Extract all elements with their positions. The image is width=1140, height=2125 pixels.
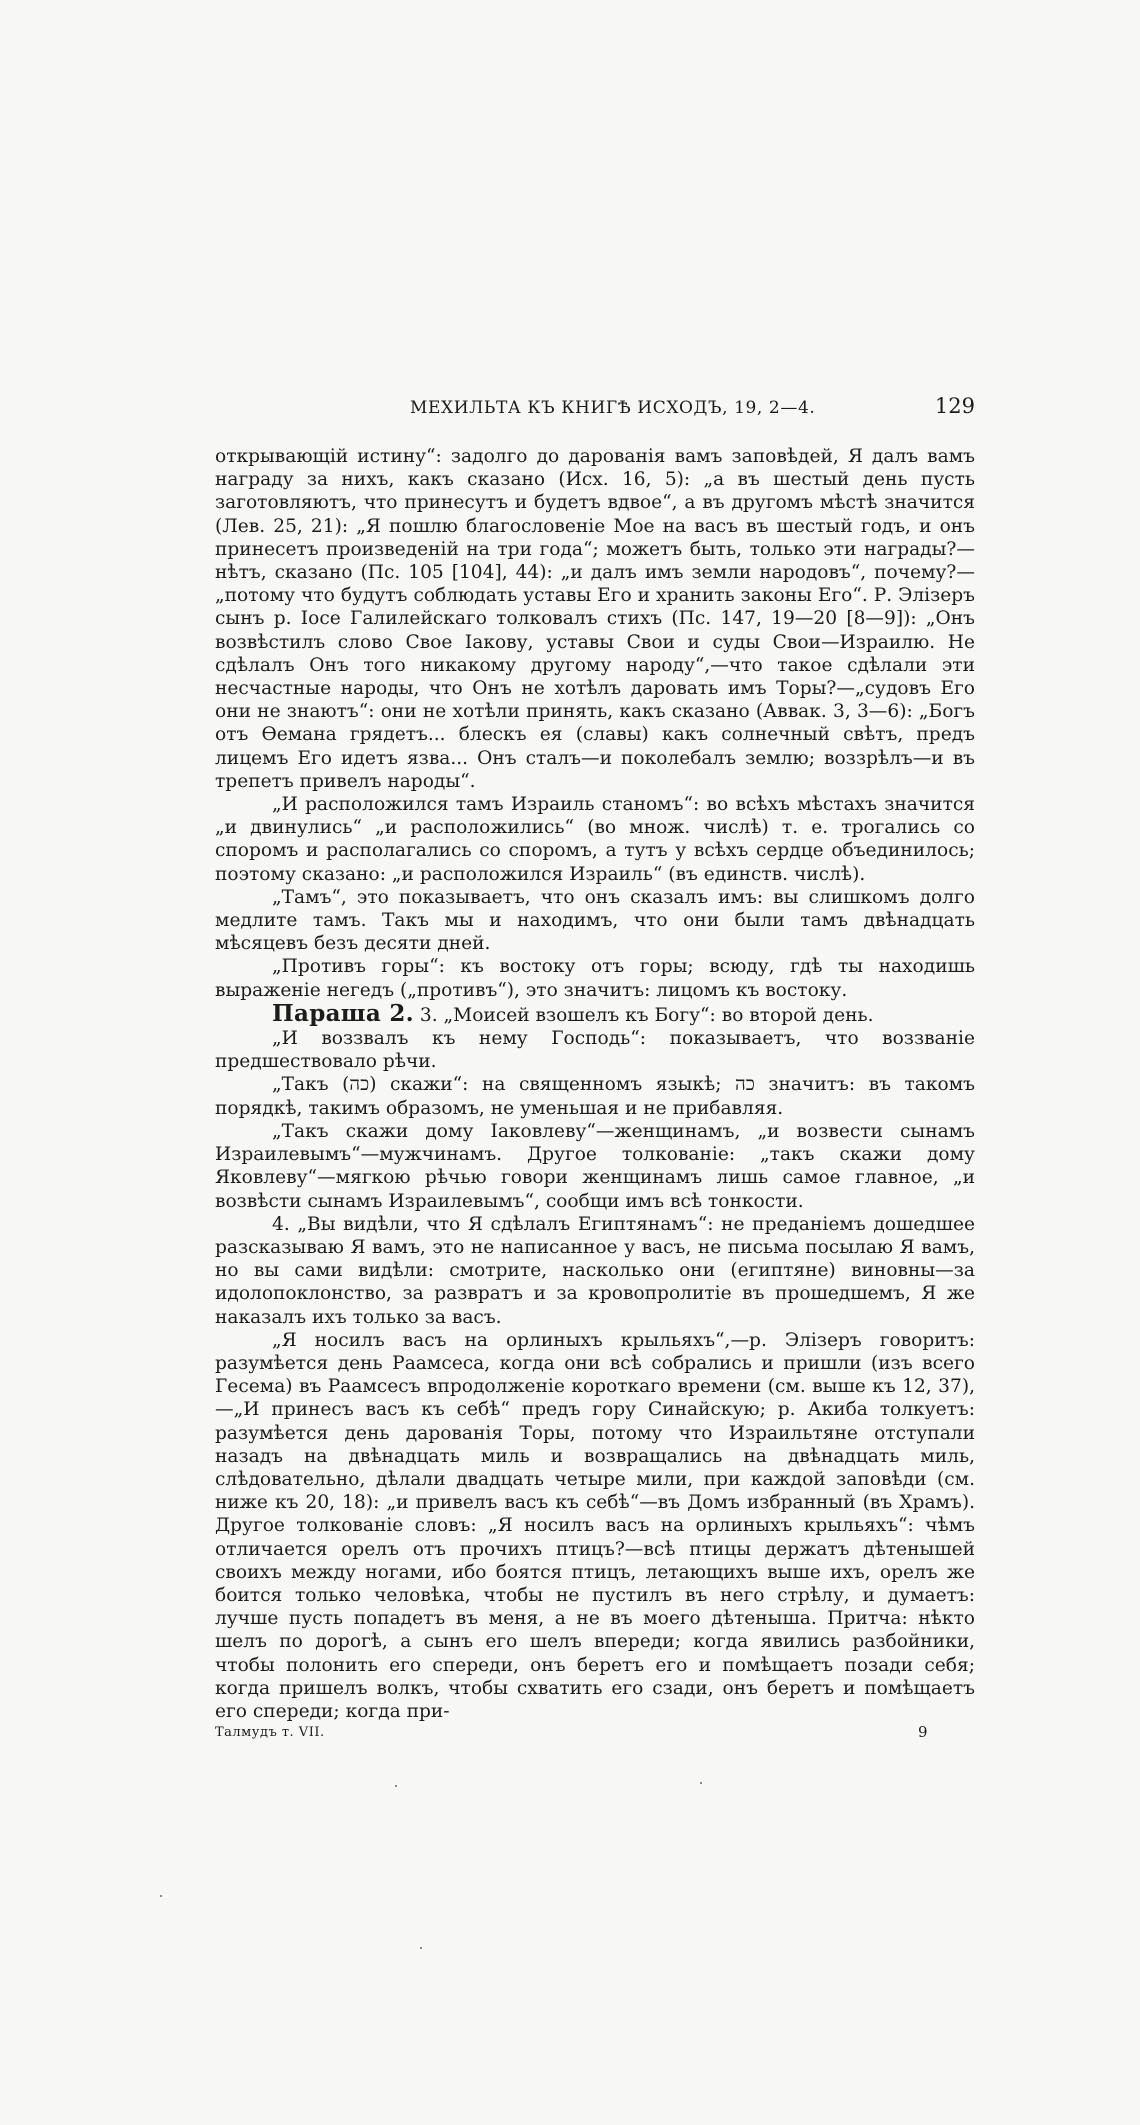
sheet-number: 9 [918,1723,928,1741]
paragraph-1: открывающій истину“: задолго до дарованія вамъ заповѣдей, Я далъ вамъ награду за нихъ, какъ сказано (Исх. 16, 5): „а въ шестый день пусть заготовляютъ, что принесутъ и будетъ вдвое“, а въ другомъ мѣстѣ значится (Лев. 25, 21): „Я пошлю благословеніе Мое на васъ въ шестый годъ, и онъ принесетъ произведеній на три года“; можетъ быть, только эти награды?—нѣтъ, сказано (Пс. 105 [104], 44): „и далъ имъ земли народовъ“, почему?—„потому что будутъ соблюдать уставы Его и хранить законы Его“. Р. Элізеръ сынъ р. Іосе Галилейскаго толковалъ стихъ (Пс. 147, 19—20 [8—9]): „Онъ возвѣстилъ слово Свое Іакову, уставы Свои и суды Свои—Израилю. Не сдѣлалъ Онъ того никакому другому народу“,—что такое сдѣлали эти несчастные народы, что Онъ не хотѣлъ даровать имъ Торы?—„судовъ Его они не знаютъ“: они не хотѣли принять, какъ сказано (Аввак. 3, 3—6): „Богъ отъ Ѳемана грядетъ... блескъ ея (славы) какъ солнечный свѣтъ, предъ лицемъ Его идетъ язва... Онъ сталъ—и поколебалъ землю; воззрѣлъ—и въ трепетъ привелъ народы“. [215,446,975,792]
scan-speck [420,1947,422,1949]
paragraph-5 [215,999,975,1027]
paragraph-5-text: 3. „Моисей взошелъ къ Богу“: во второй день. [419,1004,874,1026]
paragraph-10: „Я носилъ васъ на орлиныхъ крыльяхъ“,—р. Элізеръ говоритъ: разумѣется день Раамсеса, когда они всѣ собрались и пришли (изъ всего Гесема) въ Раамсесъ впродолженіе короткаго времени (см. выше къ 12, 37),—„И принесъ васъ къ себѣ“ предъ гору Синайскую; р. Акиба толкуетъ: разумѣется день дарованія Торы, потому что Израильтяне отступали назадъ на двѣнадцать миль и возвращались на двѣнадцать миль, слѣдовательно, дѣлали двадцать четыре мили, при каждой заповѣди (см. ниже къ 20, 18): „и привелъ васъ къ себѣ“—въ Домъ избранный (въ Храмъ). Другое толкованіе словъ: „Я носилъ васъ на орлиныхъ крыльяхъ“: чѣмъ отличается орелъ отъ прочихъ птицъ?—всѣ птицы держатъ дѣтенышей своихъ между ногами, ибо боятся птицъ, летающихъ выше ихъ, орелъ же боится только человѣка, чтобы не пустилъ въ него стрѣлу, и думаетъ: лучше пусть попадетъ въ меня, а не въ моего дѣтеныша. Притча: нѣкто шелъ по дорогѣ, а сынъ его шелъ впереди; когда явились разбойники, чтобы полонить его спереди, онъ беретъ его и помѣщаетъ позади себя; когда пришелъ волкъ, чтобы схватить его сзади, онъ беретъ и помѣщаетъ его спереди; когда при- [215,1329,975,1722]
body-text [215,445,975,1723]
signature-mark: Талмудъ т. VII. [215,1725,325,1740]
paragraph-9: 4. „Вы видѣли, что Я сдѣлалъ Египтянамъ“: не преданіемъ дошедшее разсказываю Я вамъ, это не написанное у васъ, не письма посылаю Я вамъ, но вы сами видѣли: смотрите, насколько они (египтяне) виновны—за идолопоклонство, за развратъ и за кровопролитіе въ прошедшемъ, Я же наказалъ ихъ только за васъ. [215,1213,975,1328]
paragraph-3: „Тамъ“, это показываетъ, что онъ сказалъ имъ: вы слишкомъ долго медлите тамъ. Такъ мы и находимъ, что они были тамъ двѣнадцать мѣсяцевъ безъ десяти дней. [215,886,975,955]
paragraph-7: „Такъ (כה) скажи“: на священномъ языкѣ; כה значитъ: въ такомъ порядкѣ, такимъ образомъ, не уменьшая и не прибавляя. [215,1074,975,1119]
parasha-heading: Параша 2. [272,999,414,1027]
scan-speck [700,1782,702,1784]
paragraph-4: „Противъ горы“: къ востоку отъ горы; всюду, гдѣ ты находишь выраженіе негедъ („противъ“), это значитъ: лицомъ къ востоку. [215,956,975,1001]
page-number: 129 [934,394,975,418]
page-footer [215,1725,975,1749]
scan-speck [395,1785,397,1787]
paragraph-8: „Такъ скажи дому Іаковлеву“—женщинамъ, „и возвести сынамъ Израилевымъ“—мужчинамъ. Другое толкованіе: „такъ скажи дому Яковлеву“—мягкою рѣчью говори женщинамъ лишь самое главное, „и возвѣсти сынамъ Израилевымъ“, сообщи имъ всѣ тонкости. [215,1120,975,1212]
paragraph-6: „И воззвалъ къ нему Господь“: показываетъ, что воззваніе предшествовало рѣчи. [215,1028,975,1073]
paragraph-2: „И расположился тамъ Израиль станомъ“: во всѣхъ мѣстахъ значится „и двинулись“ „и расположились“ (во множ. числѣ) т. е. трогались со споромъ и располагались со споромъ, а тутъ у всѣхъ сердце объединилось; поэтому сказано: „и расположился Израиль“ (въ единств. числѣ). [215,794,975,885]
scan-speck [160,1895,162,1897]
running-title: МЕХИЛЬТА КЪ КНИГѢ ИСХОДЪ, 19, 2—4. [410,398,816,418]
running-head [215,394,975,424]
